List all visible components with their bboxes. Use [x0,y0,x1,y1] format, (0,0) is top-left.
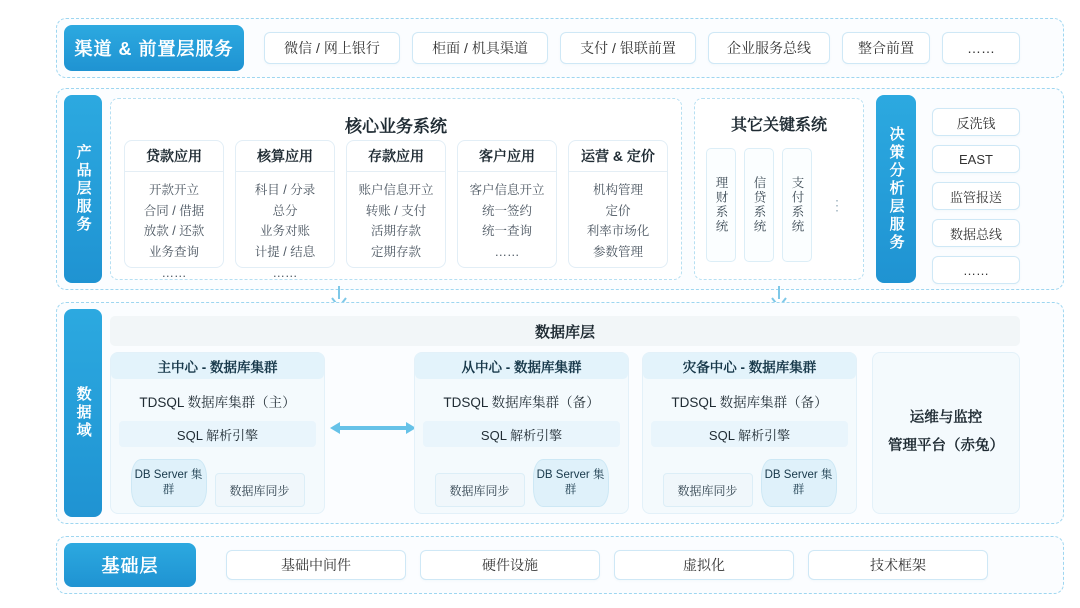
core-operation-line-1: 定价 [605,203,631,218]
data-center-main [110,352,325,514]
core-accounting-line-0: 科目 / 分录 [254,183,316,197]
channel-item-2: 支付 / 银联前置 [560,32,696,64]
channel-layer-tab: 渠道 & 前置层服务 [64,25,244,71]
ops-line-2: 管理平台（赤兔） [888,438,1004,454]
decision-item-data-bus: 数据总线 [932,219,1020,247]
data-center-slave-sync: 数据库同步 [435,473,525,507]
core-deposit-line-0: 账户信息开立 [358,183,434,197]
base-item-middleware: 基础中间件 [226,550,406,580]
core-column-deposit-title: 存款应用 [347,141,445,172]
ops-line-1: 运维与监控 [909,410,983,427]
core-deposit-line-2: 活期存款 [370,224,421,239]
core-column-operation-pricing [568,140,668,268]
data-center-slave-sql-engine: SQL 解析引擎 [423,421,620,447]
data-center-dr-bottom [643,459,856,507]
core-customer-line-3: …… [494,244,520,259]
core-accounting-line-3: 计提 / 结息 [254,244,316,259]
other-system-credit: 信贷系统 [744,148,774,262]
data-center-slave-cluster: TDSQL 数据库集群（备） [443,395,600,410]
other-system-payment: 支付系统 [782,148,812,262]
core-loan-line-4: …… [161,265,187,280]
core-operation-line-3: 参数管理 [592,244,643,259]
core-customer-line-1: 统一签约 [481,203,532,218]
core-column-customer [457,140,557,268]
decision-item-aml: 反洗钱 [932,108,1020,136]
data-center-main-bottom [111,459,324,507]
core-column-loan-items [125,172,223,283]
other-system-wealth: 理财系统 [706,148,736,262]
core-column-customer-title: 客户应用 [458,141,556,172]
decision-layer-tab: 决策分析层服务 [876,95,916,283]
data-center-main-sync: 数据库同步 [215,473,305,507]
data-center-slave [414,352,629,514]
data-center-main-sql-engine: SQL 解析引擎 [119,421,316,447]
product-layer-tab: 产品层服务 [64,95,102,283]
decision-item-regulatory-report: 监管报送 [932,182,1020,210]
data-layer-tab: 数据域 [64,309,102,517]
core-loan-line-1: 合同 / 借据 [143,203,205,218]
decision-item-more: …… [932,256,1020,284]
data-center-dr-sync: 数据库同步 [663,473,753,507]
core-accounting-line-4: …… [272,265,298,280]
base-layer-tab: 基础层 [64,543,196,587]
decision-item-east: EAST [932,145,1020,173]
channel-item-1: 柜面 / 机具渠道 [412,32,548,64]
data-center-main-db-server: DB Server 集群 [131,459,207,507]
core-column-deposit-items [347,172,445,263]
ops-monitoring-platform [872,352,1020,514]
data-center-slave-title: 从中心 - 数据库集群 [415,353,628,379]
data-center-dr-cluster: TDSQL 数据库集群（备） [671,395,828,410]
core-business-system-title: 核心业务系统 [345,117,447,136]
database-layer-title: 数据库层 [110,316,1020,346]
core-customer-line-0: 客户信息开立 [469,183,545,197]
data-center-main-cluster: TDSQL 数据库集群（主） [139,395,296,410]
core-operation-line-0: 机构管理 [592,183,643,197]
data-center-dr-sql-engine: SQL 解析引擎 [651,421,848,447]
data-center-dr-title: 灾备中心 - 数据库集群 [643,353,856,379]
core-column-loan [124,140,224,280]
core-column-loan-title: 贷款应用 [125,141,223,172]
data-center-slave-bottom [415,459,628,507]
other-system-more-icon: ⋮ [830,196,844,213]
channel-item-3: 企业服务总线 [708,32,830,64]
core-column-accounting-items [236,172,334,283]
core-column-accounting-title: 核算应用 [236,141,334,172]
channel-item-0: 微信 / 网上银行 [264,32,400,64]
other-key-systems-title: 其它关键系统 [730,117,827,134]
core-column-deposit [346,140,446,268]
core-column-customer-items [458,172,556,263]
data-center-slave-db-server: DB Server 集群 [533,459,609,507]
core-customer-line-2: 统一查询 [481,224,532,239]
core-column-operation-pricing-items [569,172,667,263]
core-deposit-line-1: 转账 / 支付 [365,203,427,218]
base-item-virtualization: 虚拟化 [614,550,794,580]
core-loan-line-0: 开款开立 [148,183,199,197]
core-loan-line-3: 业务查询 [148,244,199,259]
bidirectional-sync-arrow-icon [328,418,418,438]
channel-item-5: …… [942,32,1020,64]
core-deposit-line-3: 定期存款 [370,244,421,259]
core-accounting-line-2: 业务对账 [259,224,310,239]
core-column-accounting [235,140,335,280]
base-item-tech-framework: 技术框架 [808,550,988,580]
core-loan-line-2: 放款 / 还款 [143,224,205,239]
base-item-hardware: 硬件设施 [420,550,600,580]
core-column-operation-pricing-title: 运营 & 定价 [569,141,667,172]
data-center-main-title: 主中心 - 数据库集群 [111,353,324,379]
data-center-dr [642,352,857,514]
core-accounting-line-1: 总分 [272,203,298,218]
channel-item-4: 整合前置 [842,32,930,64]
data-center-dr-db-server: DB Server 集群 [761,459,837,507]
core-operation-line-2: 利率市场化 [586,224,650,239]
